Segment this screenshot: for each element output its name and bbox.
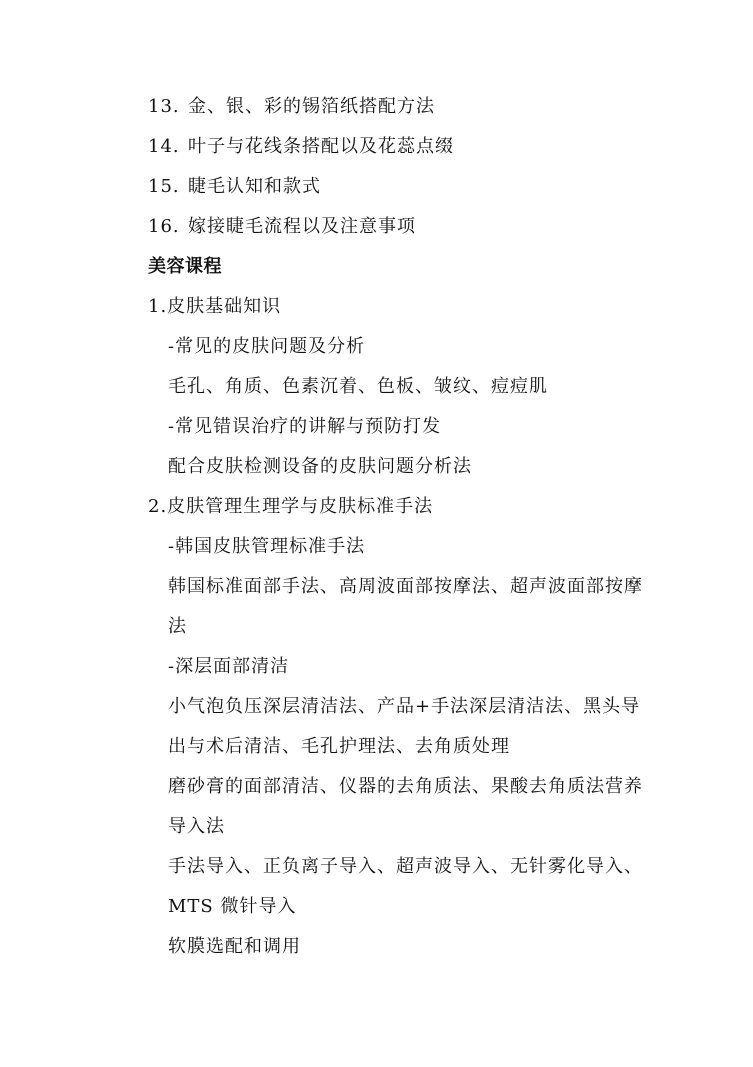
item-number: 16. xyxy=(148,216,180,237)
subsection-title: 2.皮肤管理生理学与皮肤标准手法 xyxy=(148,496,434,517)
subsection-title: 1.皮肤基础知识 xyxy=(148,296,282,317)
body-line: 法 xyxy=(168,616,187,637)
topic-line: -常见错误治疗的讲解与预防打发 xyxy=(168,416,442,437)
item-number: 14. xyxy=(148,136,180,157)
body-line: 导入法 xyxy=(168,816,225,837)
body-line: MTS 微针导入 xyxy=(168,896,297,917)
item-number: 15. xyxy=(148,176,180,197)
body-line: 毛孔、角质、色素沉着、色板、皱纹、痘痘肌 xyxy=(168,376,548,397)
list-item xyxy=(148,215,416,239)
body-line: 配合皮肤检测设备的皮肤问题分析法 xyxy=(168,456,472,477)
item-text: 叶子与花线条搭配以及花蕊点缀 xyxy=(188,136,454,157)
topic-line: -韩国皮肤管理标准手法 xyxy=(168,536,366,557)
item-text: 嫁接睫毛流程以及注意事项 xyxy=(188,216,416,237)
body-line: 磨砂膏的面部清洁、仪器的去角质法、果酸去角质法营养 xyxy=(168,776,643,797)
topic-line: -深层面部清洁 xyxy=(168,656,290,677)
body-line: 小气泡负压深层清洁法、产品+手法深层清洁法、黑头导 xyxy=(168,696,641,717)
list-item xyxy=(148,135,454,159)
item-number: 13. xyxy=(148,96,180,117)
body-line: 韩国标准面部手法、高周波面部按摩法、超声波面部按摩 xyxy=(168,576,643,597)
item-text: 睫毛认知和款式 xyxy=(188,176,321,197)
list-item xyxy=(148,95,435,119)
body-line: 手法导入、正负离子导入、超声波导入、无针雾化导入、 xyxy=(168,856,643,877)
item-text: 金、银、彩的锡箔纸搭配方法 xyxy=(188,96,435,117)
list-item xyxy=(148,175,321,199)
topic-line: -常见的皮肤问题及分析 xyxy=(168,336,366,357)
body-line: 出与术后清洁、毛孔护理法、去角质处理 xyxy=(168,736,510,757)
body-line: 软膜选配和调用 xyxy=(168,936,301,957)
section-heading: 美容课程 xyxy=(148,256,222,277)
